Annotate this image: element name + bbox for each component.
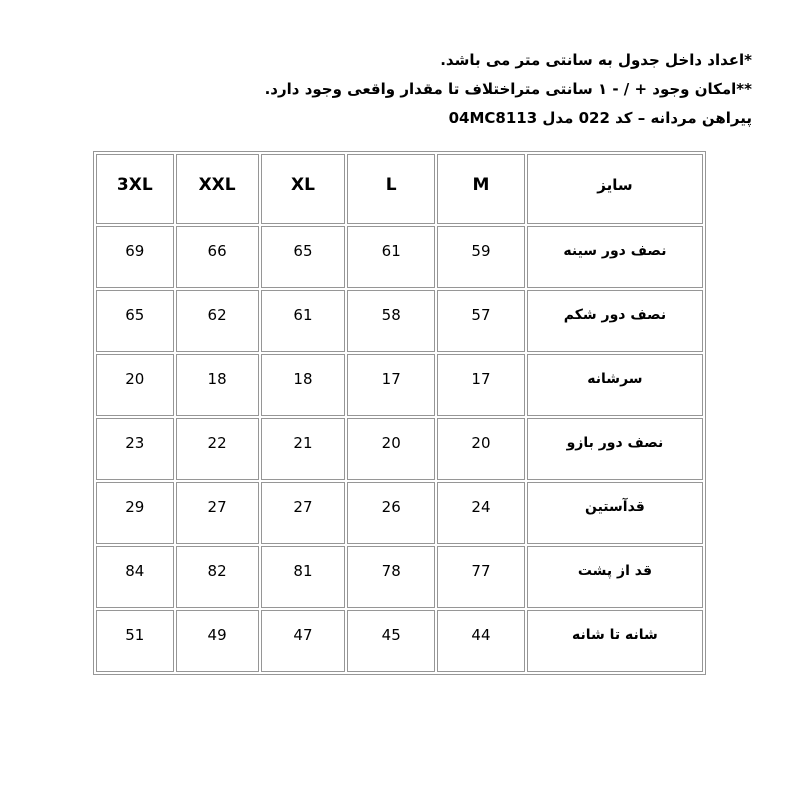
measurement-value: 58 — [347, 290, 435, 352]
row-label: قد از پشت — [527, 546, 703, 608]
size-table — [93, 151, 706, 675]
size-column-header-xxl: XXL — [176, 154, 259, 224]
measurement-value: 51 — [96, 610, 174, 672]
table-row — [96, 290, 703, 352]
size-column-header-xl: XL — [261, 154, 346, 224]
size-table-body — [96, 226, 703, 672]
measurement-value: 81 — [261, 546, 346, 608]
measurement-value: 78 — [347, 546, 435, 608]
row-label: شانه تا شانه — [527, 610, 703, 672]
measurement-value: 26 — [347, 482, 435, 544]
measurement-value: 17 — [347, 354, 435, 416]
table-row — [96, 418, 703, 480]
measurement-value: 29 — [96, 482, 174, 544]
notes-block — [0, 0, 800, 133]
measurement-value: 44 — [437, 610, 525, 672]
row-label: سرشانه — [527, 354, 703, 416]
measurement-value: 69 — [96, 226, 174, 288]
measurement-value: 49 — [176, 610, 259, 672]
measurement-value: 21 — [261, 418, 346, 480]
measurement-value: 65 — [96, 290, 174, 352]
measurement-value: 66 — [176, 226, 259, 288]
note-line-1: *اعداد داخل جدول به سانتی متر می باشد. — [440, 51, 752, 69]
measurement-value: 57 — [437, 290, 525, 352]
header-row — [96, 154, 703, 224]
measurement-value: 45 — [347, 610, 435, 672]
measurement-value: 77 — [437, 546, 525, 608]
measurement-value: 23 — [96, 418, 174, 480]
measurement-value: 22 — [176, 418, 259, 480]
measurement-value: 18 — [176, 354, 259, 416]
measurement-value: 20 — [437, 418, 525, 480]
measurement-value: 27 — [176, 482, 259, 544]
size-label-header: سایز — [527, 154, 703, 224]
note-line-2: **امکان وجود + / - ۱ سانتی متراختلاف تا مقدار واقعی وجود دارد. — [264, 80, 752, 98]
measurement-value: 47 — [261, 610, 346, 672]
measurement-value: 84 — [96, 546, 174, 608]
table-row — [96, 546, 703, 608]
row-label: نصف دور سینه — [527, 226, 703, 288]
measurement-value: 61 — [347, 226, 435, 288]
measurement-value: 59 — [437, 226, 525, 288]
measurement-value: 61 — [261, 290, 346, 352]
measurement-value: 65 — [261, 226, 346, 288]
row-label: قدآستین — [527, 482, 703, 544]
table-row — [96, 354, 703, 416]
table-row — [96, 482, 703, 544]
measurement-value: 27 — [261, 482, 346, 544]
product-title: پیراهن مردانه – کد 022 مدل 04MC8113 — [448, 109, 752, 127]
measurement-value: 20 — [96, 354, 174, 416]
measurement-value: 62 — [176, 290, 259, 352]
table-row — [96, 226, 703, 288]
measurement-value: 18 — [261, 354, 346, 416]
measurement-value: 20 — [347, 418, 435, 480]
measurement-value: 17 — [437, 354, 525, 416]
row-label: نصف دور بازو — [527, 418, 703, 480]
row-label: نصف دور شکم — [527, 290, 703, 352]
size-column-header-l: L — [347, 154, 435, 224]
size-column-header-m: M — [437, 154, 525, 224]
measurement-value: 24 — [437, 482, 525, 544]
size-column-header-3xl: 3XL — [96, 154, 174, 224]
table-row — [96, 610, 703, 672]
measurement-value: 82 — [176, 546, 259, 608]
